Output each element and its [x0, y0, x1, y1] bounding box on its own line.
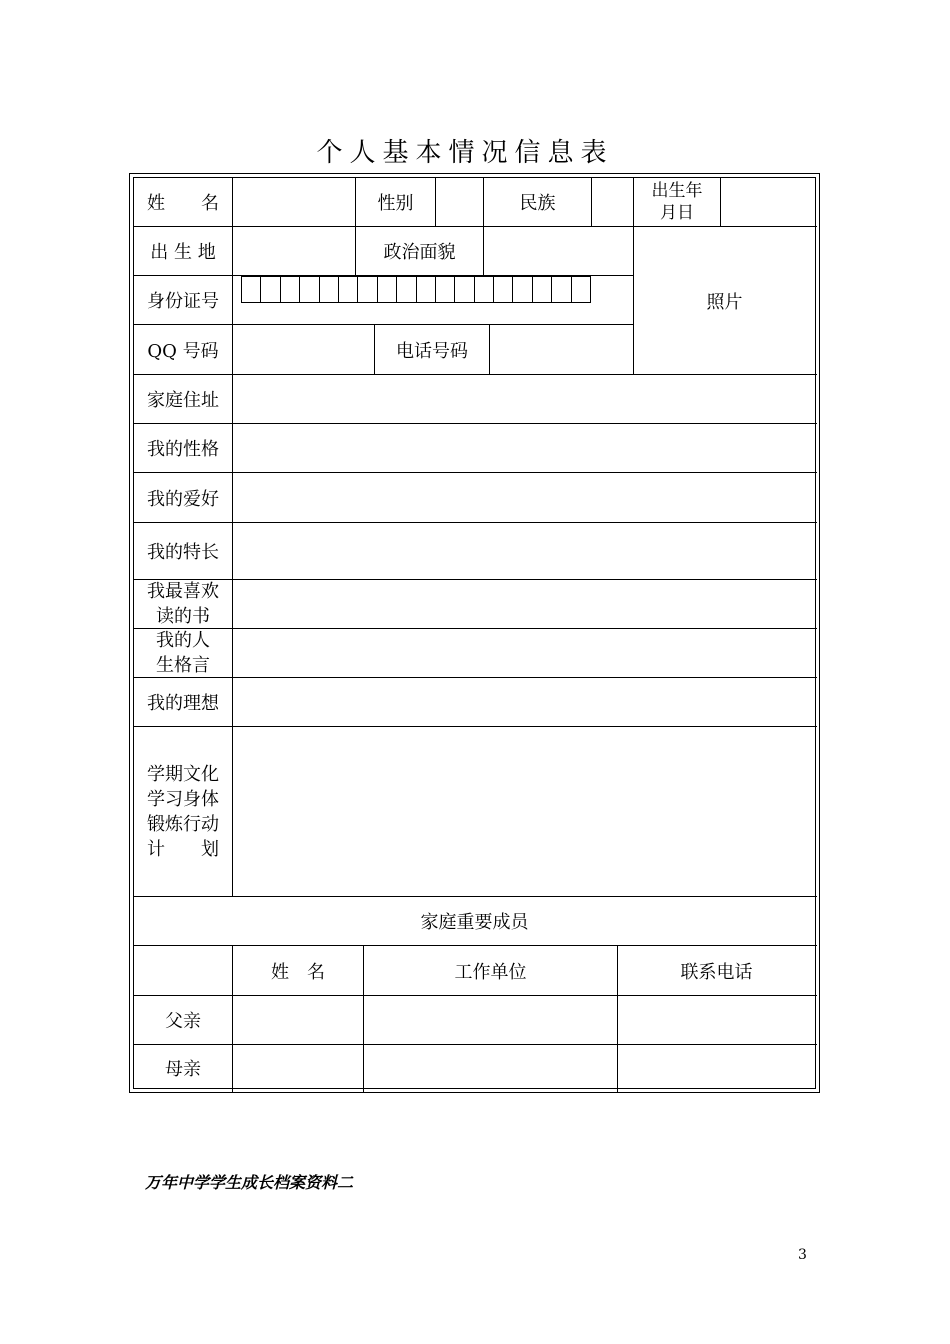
photo-label: 照片 — [706, 291, 743, 313]
family-col-work: 工作单位 — [454, 961, 527, 983]
mother-phone-field[interactable] — [618, 1045, 815, 1090]
address-label: 家庭住址 — [147, 390, 219, 411]
personality-label: 我的性格 — [147, 439, 219, 460]
gender-label: 性别 — [377, 193, 414, 214]
ideal-label: 我的理想 — [147, 693, 219, 714]
motto-label: 我的人 生格言 — [156, 630, 210, 676]
info-table — [133, 177, 816, 1089]
page-number: 3 — [798, 1247, 807, 1263]
favorite-book-label: 我最喜欢 读的书 — [147, 581, 219, 627]
political-field[interactable] — [484, 227, 633, 275]
info-table-outer-border — [129, 173, 820, 1093]
father-work-field[interactable] — [364, 996, 617, 1044]
plan-field[interactable] — [233, 727, 815, 896]
birthdate-field[interactable] — [721, 178, 815, 226]
page-title: 个人基本情况信息表 — [316, 138, 614, 168]
mother-name-field[interactable] — [233, 1045, 363, 1090]
plan-label: 学期文化 学习身体 锻炼行动 计 划 — [147, 763, 219, 860]
family-col-phone: 联系电话 — [680, 961, 753, 983]
mother-label: 母亲 — [165, 1058, 201, 1080]
qq-label: QQ 号码 — [147, 340, 219, 362]
family-col-name: 姓 名 — [271, 961, 325, 983]
gender-field[interactable] — [436, 178, 483, 226]
document-footer: 万年中学学生成长档案资料二 — [145, 1173, 354, 1192]
family-corner-cell — [134, 946, 232, 995]
favorite-book-field[interactable] — [233, 580, 815, 628]
ethnicity-field[interactable] — [592, 178, 633, 226]
father-name-field[interactable] — [233, 996, 363, 1044]
id-label: 身份证号 — [147, 291, 219, 312]
birthplace-label: 出 生 地 — [150, 242, 216, 263]
name-label: 姓 名 — [147, 193, 219, 214]
address-field[interactable] — [233, 375, 815, 423]
father-label: 父亲 — [165, 1011, 201, 1032]
hobby-field[interactable] — [233, 473, 815, 522]
father-phone-field[interactable] — [618, 996, 815, 1044]
family-section-title: 家庭重要成员 — [420, 912, 529, 933]
id-number-boxes[interactable] — [241, 276, 591, 303]
specialty-label: 我的特长 — [147, 542, 219, 563]
birthplace-field[interactable] — [233, 227, 355, 275]
ethnicity-label: 民族 — [519, 193, 556, 214]
hobby-label: 我的爱好 — [147, 488, 219, 510]
motto-field[interactable] — [233, 629, 815, 677]
name-field[interactable] — [233, 178, 355, 226]
birthdate-label: 出生年 月日 — [651, 181, 703, 223]
qq-field[interactable] — [233, 325, 374, 374]
political-label: 政治面貌 — [383, 242, 456, 263]
specialty-field[interactable] — [233, 523, 815, 579]
mother-work-field[interactable] — [364, 1045, 617, 1090]
ideal-field[interactable] — [233, 678, 815, 726]
personality-field[interactable] — [233, 424, 815, 472]
phone-label: 电话号码 — [396, 340, 468, 362]
phone-field[interactable] — [490, 325, 633, 374]
